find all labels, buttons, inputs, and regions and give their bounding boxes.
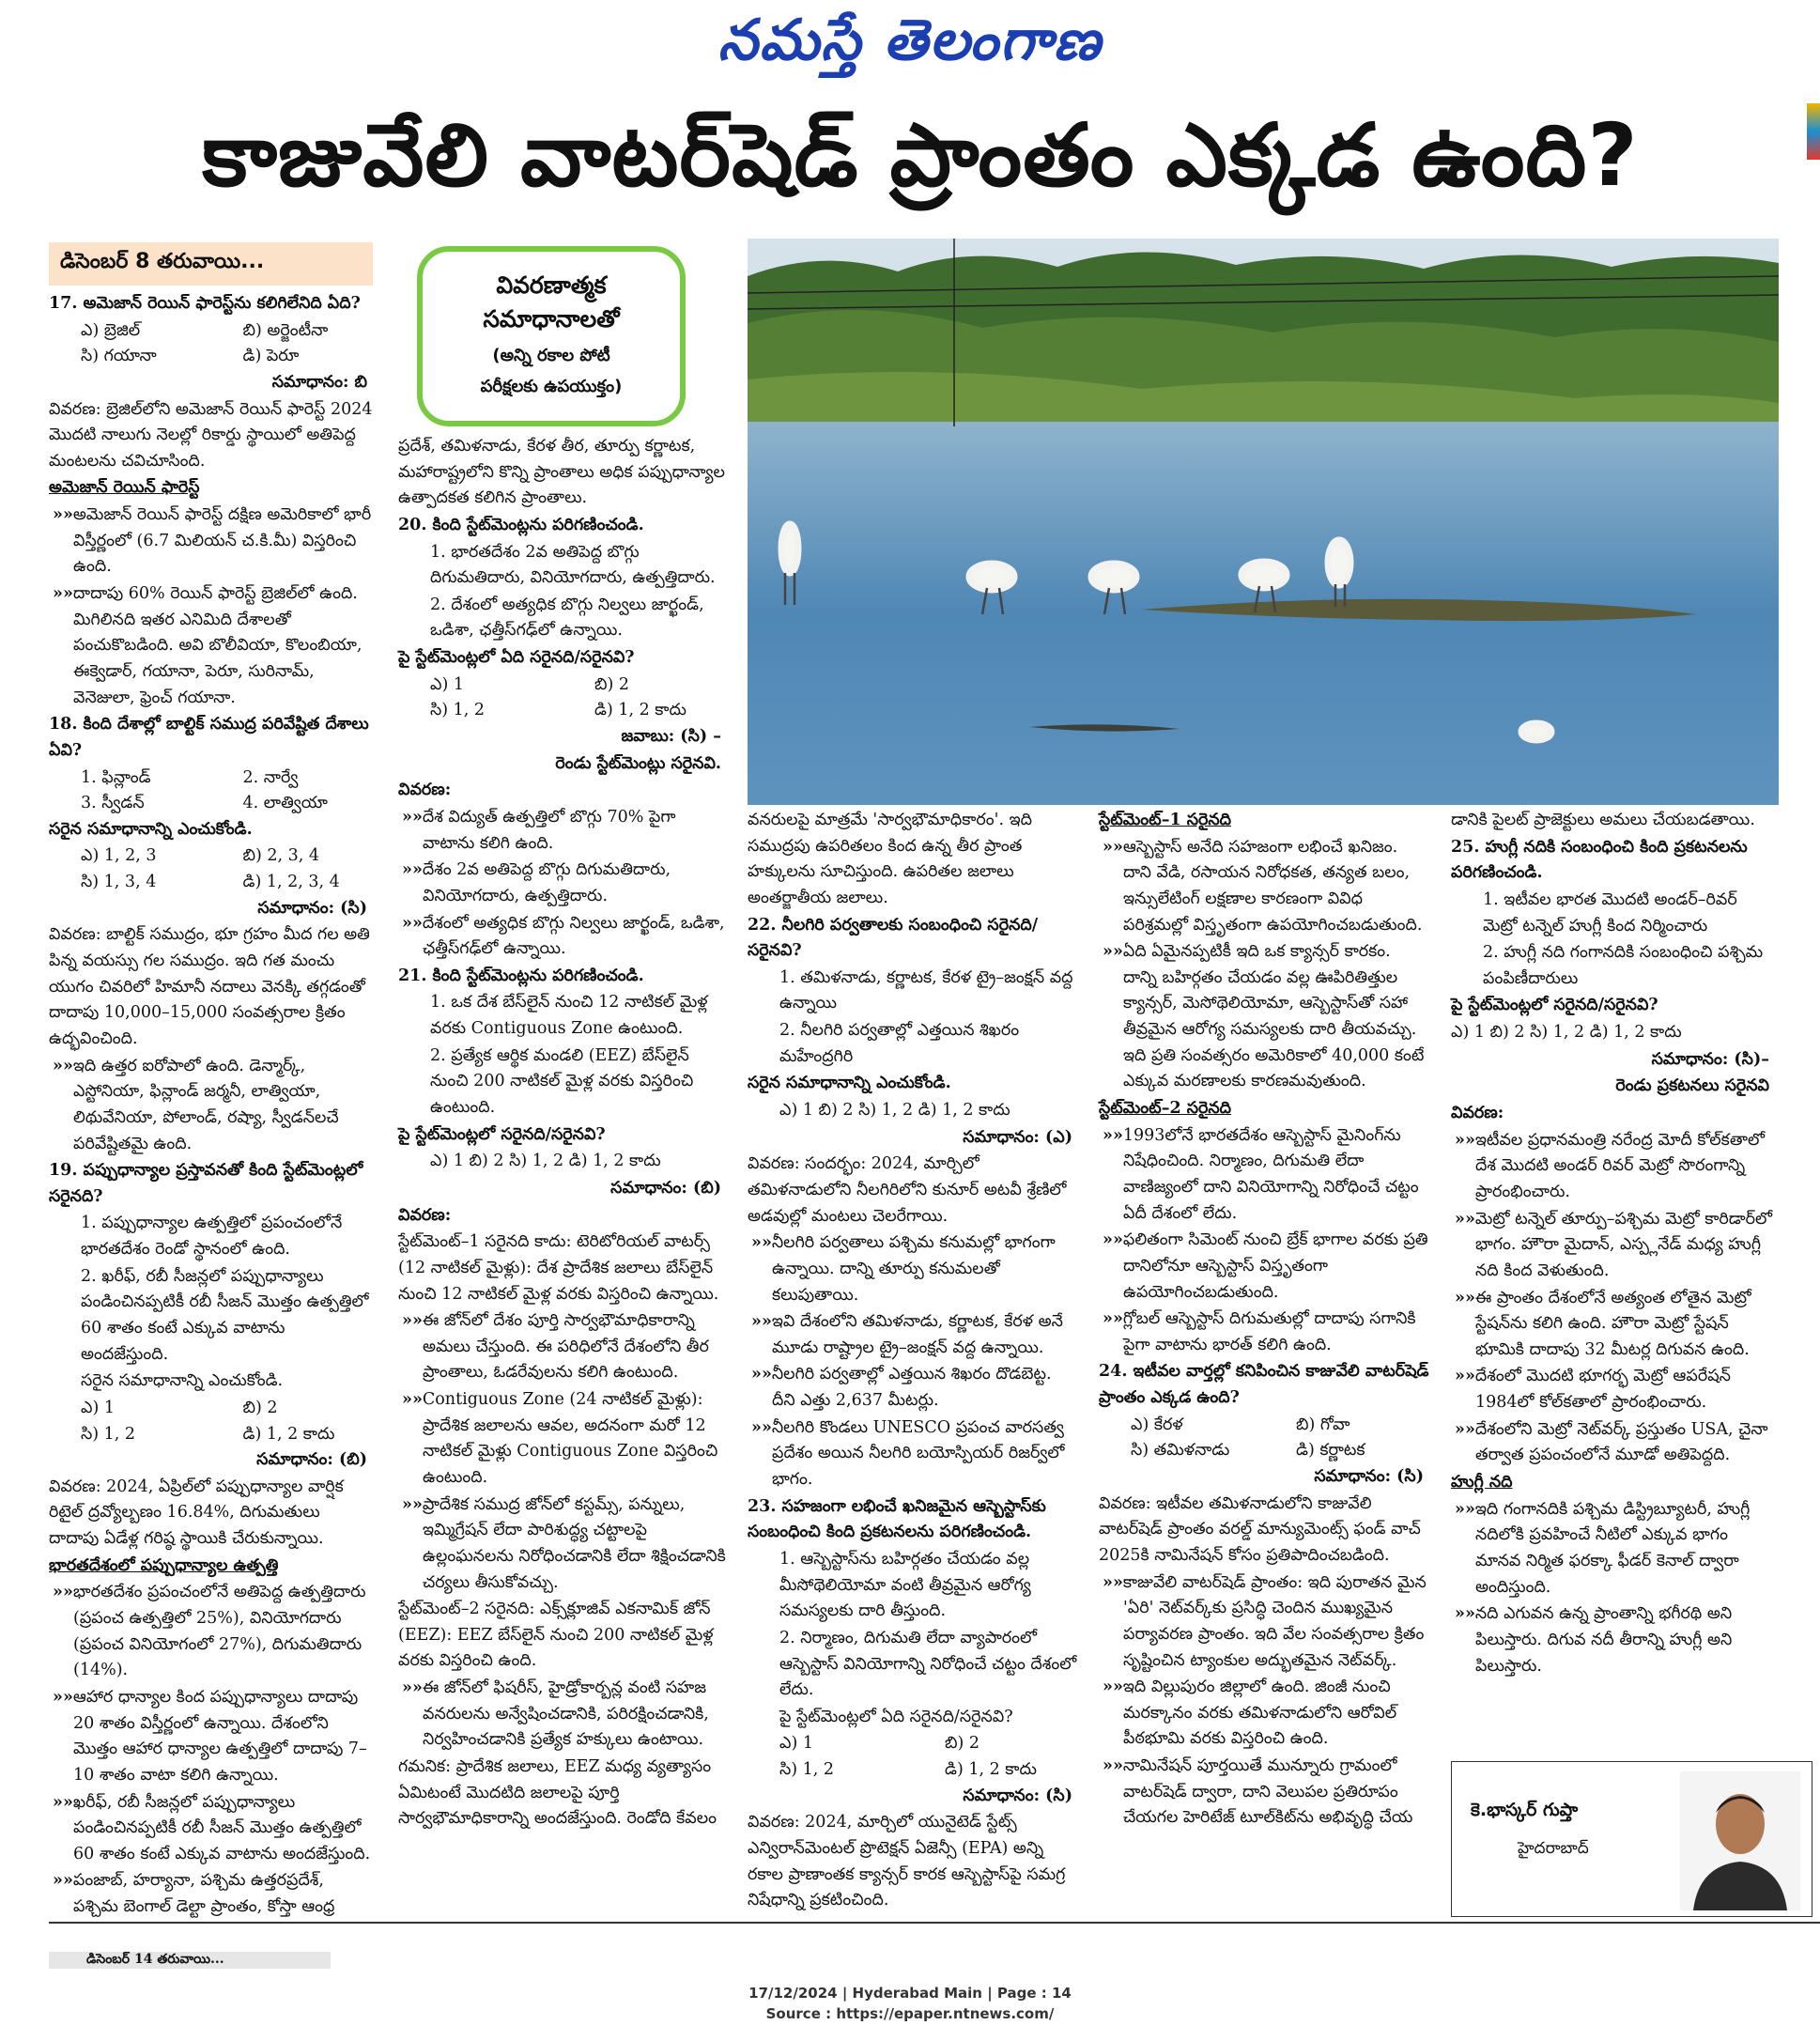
bullet: »» ఇది విల్లుపురం జిల్లాలో ఉంది. జింజీ నుంచి మరక్కానం వరకు తమిళనాడులోని ఆరోవిల్ పీఠభూమి వరకు విస్తరించి ఉంది. xyxy=(1099,1675,1429,1753)
column-4 xyxy=(1099,808,1429,1832)
bullet: »» నామినేషన్ పూర్తయితే మున్నూరు గ్రామంలో వాటర్‌షెడ్ ద్వారా, దాని వెలుపల ప్రతిరూపం చేయగల హెరిటేజ్ టూల్‌కిట్‌ను అభివృద్ధి చేయ xyxy=(1099,1754,1429,1832)
option-d: డి) 1, 2 కాదు xyxy=(945,1760,1037,1780)
bullet: »» ఆహార ధాన్యాల కింద పప్పుధాన్యాలు దాదాపు 20 శాతం విస్తీర్ణంలో ఉన్నాయి. దేశంలోని మొత్తం ఆహార ధాన్యాల ఉత్పత్తిలో దాదాపు 7–10 శాతం వాటా కలిగి ఉన్నాయి. xyxy=(49,1685,373,1789)
option-c: సి) 1, 2 xyxy=(430,701,486,720)
author-name: కె.భాస్కర్ గుప్తా xyxy=(1471,1800,1579,1820)
explanation: వివరణ: సందర్భం: 2024, మార్చిలో తమిళనాడులోని నీలగిరిలోని కునూర్ అటవీ శ్రేణిలో అడవుల్లో మంటలు చెలరేగాయి. xyxy=(748,1154,1067,1226)
question-25: 25. హుగ్లీ నదికి సంబంధించి కింది ప్రకటనలను పరిగణించండి. xyxy=(1451,837,1748,883)
option-b: బి) గోవా xyxy=(1296,1415,1350,1434)
option-a: ఎ) కేరళ xyxy=(1131,1415,1183,1434)
bullet: »» ఫలితంగా సిమెంట్ నుంచి బ్రేక్ భాగాల వరకు ప్రతి దానిలోనూ ఆస్బెస్టాస్ విస్తృతంగా ఉపయోగించబడుతుంది. xyxy=(1099,1228,1429,1306)
answer: సమాధానం: (ఎ) xyxy=(963,1127,1072,1147)
option-b: బి) 2 xyxy=(945,1734,980,1754)
prompt: సరైన సమాధానాన్ని ఎంచుకోండి. xyxy=(81,1371,284,1391)
continuation-tag: డిసెంబర్ 8 తరువాయి... xyxy=(49,242,373,286)
option-d: డి) 1, 2, 3, 4 xyxy=(242,873,340,892)
option-b: బి) అర్జెంటీనా xyxy=(242,320,329,340)
bullet: »» దేశ విద్యుత్ ఉత్పత్తిలో బొగ్గు 70% పైగా వాటాను కలిగి ఉంది. xyxy=(398,805,727,857)
answer: జవాబు: (సి) – xyxy=(621,727,721,747)
answer: సమాధానం: బి xyxy=(271,372,367,392)
bullet: »» ఏది ఏమైనప్పటికీ ఇది ఒక క్యాన్సర్ కారకం. దాన్ని బహిర్గతం చేయడం వల్ల ఊపిరితిత్తుల క్యాన్సర్, మెసోథెలియోమా, ఆస్బెస్టాస్‌తో సహా తీవ్రమైన ఆరోగ్య సమస్యలకు దారి తీయవచ్చు. ఇది ప్రతి సంవత్సరం అమెరికాలో 40,000 కంటే ఎక్కువ మరణాలకు కారణమవుతుంది. xyxy=(1099,939,1429,1095)
question-17: 17. అమెజాన్ రెయిన్ ఫారెస్ట్‌ను కలిగిలేనిది ఏది? xyxy=(49,294,361,313)
footer-edition: 17/12/2024 | Hyderabad Main | Page : 14 xyxy=(748,1985,1072,2002)
bullet: »» దేశంలో మొదటి భూగర్భ మెట్రో ఆపరేషన్ 1984లో కోల్‌కతాలో ప్రారంభించారు. xyxy=(1451,1364,1775,1415)
answer: సమాధానం: (బి) xyxy=(256,1450,367,1470)
statement: 1. భారతదేశం 2వ అతిపెద్ద బొగ్గు దిగుమతిదారు, వినియోగదారు, ఉత్పత్తిదారు. xyxy=(430,542,716,588)
next-continuation-tag: డిసెంబర్ 14 తరువాయి... xyxy=(49,1952,331,1969)
bullet: »» అమెజాన్ రెయిన్ ఫారెస్ట్ దక్షిణ అమెరికాలో భారీ విస్తీర్ణంలో (6.7 మిలియన్ చ.కి.మీ) విస్తరించి ఉంది. xyxy=(49,503,373,580)
option-d: డి) కర్ణాటక xyxy=(1296,1441,1365,1461)
statement-note: స్టేట్‌మెంట్–2 సరైనది: ఎక్స్‌క్లూజివ్ ఎకనామిక్ జోన్ (EEZ): EEZ బేస్‌లైన్ నుంచి 200 నాటికల్ మైళ్ల వరకు విస్తరించి ఉంది. xyxy=(398,1600,714,1671)
column-3 xyxy=(748,808,1078,1915)
footer-source-link[interactable]: Source : https://epaper.ntnews.com/ xyxy=(765,2004,1055,2022)
answer: సమాధానం: (సి)– xyxy=(1651,1049,1769,1069)
bullet: »» ఇవి దేశంలోని తమిళనాడు, కర్ణాటక, కేరళ అనే మూడు రాష్ట్రాల ట్రై–జంక్షన్ వద్ద ఉన్నాయి. xyxy=(748,1309,1078,1361)
statement: 2. దేశంలో అత్యధిక బొగ్గు నిల్వలు జార్ఖండ్, ఒడిశా, ఛత్తీస్‌గఢ్‌లో ఉన్నాయి. xyxy=(430,595,704,641)
answer: సమాధానం: (బి) xyxy=(610,1178,721,1198)
bullet: »» ఈ ప్రాంతం దేశంలోనే అత్యంత లోతైన మెట్రో స్టేషన్‌ను కలిగి ఉంది. హౌరా మెట్రో స్టేషన్ భూమికి దాదాపు 32 మీటర్ల దిగువన ఉంది. xyxy=(1451,1286,1775,1364)
author-photo xyxy=(1680,1771,1800,1910)
options: ఎ) 1 బి) 2 సి) 1, 2 డి) 1, 2 కాదు xyxy=(779,1101,1010,1121)
bullet: »» దేశం 2వ అతిపెద్ద బొగ్గు దిగుమతిదారు, వినియోగదారు, ఉత్పత్తిదారు. xyxy=(398,858,727,909)
continued-text: డానికి పైలట్ ప్రాజెక్టులు అమలు చేయబడతాయి. xyxy=(1451,811,1755,829)
bullet: »» ఖరీఫ్, రబీ సీజన్లలో పప్పుధాన్యాలు పండించినప్పటికీ రబీ సీజన్ మొత్తం ఉత్పత్తిలో 60 శాతం కంటే ఎక్కువ వాటాను అందజేస్తుంది. xyxy=(49,1790,373,1868)
explanation-label: వివరణ: xyxy=(398,1205,452,1225)
option-c: సి) 1, 2 xyxy=(779,1760,835,1780)
headline: కాజువేలి వాటర్‌షెడ్ ప్రాంతం ఎక్కడ ఉంది? xyxy=(202,105,1639,206)
option-c: సి) 1, 2 xyxy=(81,1424,136,1444)
answer: సమాధానం: (సి) xyxy=(257,898,367,918)
bullet: »» దాదాపు 60% రెయిన్ ఫారెస్ట్ బ్రెజిల్‌లో ఉంది. మిగిలినది ఇతర ఎనిమిది దేశాలతో పంచుకొబడింది. అవి బొలీవియా, కొలంబియా, ఈక్వెడార్, గయానా, పెరూ, సురినామ్, వెనెజులా, ఫ్రెంచ్ గయానా. xyxy=(49,581,373,711)
author-city: హైదరాబాద్ xyxy=(1518,1839,1589,1858)
explanation: వివరణ: 2024, ఏప్రిల్‌లో పప్పుధాన్యాల వార్షిక రిటైల్ ద్రవ్యోల్బణం 16.84%, దిగుమతులు దాదాపు ఏడేళ్ల గరిష్ఠ స్థాయికి చేరుకున్నాయి. xyxy=(49,1477,344,1549)
prompt: పై స్టేట్‌మెంట్లలో ఏది సరైనది/సరైనవి? xyxy=(398,648,635,668)
answer: సమాధానం: (సి) xyxy=(1314,1467,1424,1487)
statement: 1. ఆస్బెస్టాస్‌ను బహిర్గతం చేయడం వల్ల మీసోథెలియోమా వంటి తీవ్రమైన ఆరోగ్య సమస్యలకు దారి తీస్తుంది. xyxy=(779,1549,1031,1621)
option-d: డి) 1, 2 కాదు xyxy=(594,701,686,720)
option-b: బి) 2 xyxy=(594,674,630,694)
bullet: »» ఇది గంగానదికి పశ్చిమ డిస్ట్రిబ్యూటరీ, హుగ్లీ నదిలోకి ప్రవహించే నీటిలో ఎక్కువ భాగం మానవ నిర్మిత ఫరక్కా ఫీడర్ కెనాల్ ద్వారా అందిస్తుంది. xyxy=(1451,1497,1775,1601)
prompt: సరైన సమాధానాన్ని ఎంచుకోండి. xyxy=(49,819,253,839)
callout-box xyxy=(417,246,686,426)
options: ఎ) 1 బి) 2 సి) 1, 2 డి) 1, 2 కాదు xyxy=(1451,1023,1682,1043)
explanation-label: వివరణ: xyxy=(398,781,452,800)
bullet: »» ఇటీవల ప్రధానమంత్రి నరేంద్ర మోదీ కోల్‌కతాలో దేశ మొదటి అండర్ రివర్ మెట్రో సొరంగాన్ని ప్రారంభించారు. xyxy=(1451,1128,1775,1206)
subheading: స్టేట్‌మెంట్–2 సరైనది xyxy=(1099,1099,1232,1119)
bullet: »» దేశంలోని మెట్రో నెట్‌వర్క్ ప్రస్తుతం USA, చైనా తర్వాత ప్రపంచంలోనే మూడో అతిపెద్దది. xyxy=(1451,1417,1775,1469)
prompt: పై స్టేట్‌మెంట్లలో సరైనది/సరైనవి? xyxy=(1451,996,1658,1015)
option-a: ఎ) 1 xyxy=(430,674,464,694)
statement: 1. ఇటీవల భారత మొదటి అండర్–రివర్ మెట్రో టన్నెల్ హుగ్లీ కింద నిర్మించారు xyxy=(1483,889,1737,935)
bullet: »» ఆస్బెస్టాస్ అనేది సహజంగా లభించే ఖనిజం. దాని వేడి, రసాయన నిరోధకత, తన్యత బలం, ఇన్సులేటింగ్ లక్షణాల కారణంగా వివిధ పరిశ్రమల్లో విస్తృతంగా ఉపయోగించబడుతుంది. xyxy=(1099,835,1429,939)
statement: 2. ప్రత్యేక ఆర్థిక మండలి (EEZ) బేస్‌లైన్ నుంచి 200 నాటికల్ మైళ్ల వరకు విస్తరించి ఉంటుంది. xyxy=(430,1045,694,1118)
callout-line: పరీక్షలకు ఉపయుక్తం) xyxy=(480,377,623,397)
bullet: »» నీలగిరి పర్వతాలు పశ్చిమ కనుమల్లో భాగంగా ఉన్నాయి. దాన్ని తూర్పు కనుమలతో కలుపుతాయి. xyxy=(748,1230,1078,1308)
bullet: »» పంజాబ్, హర్యానా, పశ్చిమ ఉత్తరప్రదేశ్, పశ్చిమ బెంగాల్ డెల్టా ప్రాంతం, కోస్తా ఆంధ్ర xyxy=(49,1868,373,1920)
statement: 4. లాత్వియా xyxy=(242,794,328,813)
answer-detail: రెండు స్టేట్‌మెంట్లు సరైనవి. xyxy=(555,753,721,773)
column-2 xyxy=(398,434,727,1833)
bullet: »» మెట్రో టన్నెల్ తూర్పు–పశ్చిమ మెట్రో కారిడార్‌లో భాగం. హౌరా మైదాన్, ఎస్ప్లనేడ్ మధ్య హుగ్లీ నది కింద వెళుతుంది. xyxy=(1451,1207,1775,1285)
option-a: ఎ) 1 xyxy=(81,1398,115,1417)
bullet: »» నీలగిరి కొండలు UNESCO ప్రపంచ వారసత్వ ప్రదేశం అయిన నీలగిరి బయోస్పియర్ రిజర్వ్‌లో భాగం. xyxy=(748,1415,1078,1493)
bullet: »» కాజువేలి వాటర్‌షెడ్ ప్రాంతం: ఇది పురాతన మైన 'ఏరి' నెట్‌వర్క్‌కు ప్రసిద్ధి చెందిన ముఖ్యమైన పర్యావరణ ప్రాంతం. ఇది వేల సంవత్సరాల క్రితం సృష్టించిన ట్యాంకుల అద్భుతమైన నెట్‌వర్క్. xyxy=(1099,1570,1429,1675)
option-a: ఎ) 1, 2, 3 xyxy=(81,846,157,866)
explanation: వివరణ: 2024, మార్చిలో యునైటెడ్ స్టేట్స్ ఎన్విరాన్‌మెంటల్ ప్రొటెక్షన్ ఏజెన్సీ (EPA) అన్ని రకాల ప్రాణాంతక క్యాన్సర్ కారక ఆస్బెస్టాస్‌పై సమగ్ర నిషేధాన్ని ప్రకటించింది. xyxy=(748,1813,1066,1910)
note: గమనిక: ప్రాదేశిక జలాలు, EEZ మధ్య వ్యత్యాసం ఏమిటంటే మొదటిది జలాలపై పూర్తి సార్వభౌమాధికారాన్ని అందజేస్తుంది. రెండోది కేవలం xyxy=(398,1757,717,1829)
lake-birds-photo xyxy=(748,239,1779,805)
callout-line: సమాధానాలతో xyxy=(483,305,620,333)
callout-line: (అన్ని రకాల పోటీ xyxy=(492,345,610,365)
question-19: 19. పప్పుధాన్యాల ప్రస్తావనతో కింది స్టేట్‌మెంట్లలో సరైనది? xyxy=(49,1161,363,1206)
bullet: »» భారతదేశం ప్రపంచంలోనే అతిపెద్ద ఉత్పత్తిదారు (ప్రపంచ ఉత్పత్తిలో 25%), వినియోగదారు (ప్రపంచ వినియోగంలో 27%), దిగుమతిదారు (14%). xyxy=(49,1580,373,1684)
prompt: సరైన సమాధానాన్ని ఎంచుకోండి. xyxy=(748,1074,951,1093)
question-22: 22. నీలగిరి పర్వతాలకు సంబంధించి సరైనది/సరైనవి? xyxy=(748,915,1039,961)
answer: సమాధానం: (సి) xyxy=(963,1786,1072,1805)
explanation: వివరణ: బ్రెజిల్‌లోని అమెజాన్ రెయిన్ ఫారెస్ట్ 2024 మొదటి నాలుగు నెలల్లో రికార్డు స్థాయిలో అతిపెద్ద మంటలను చవిచూసింది. xyxy=(49,399,373,471)
statement: 2. హుగ్లీ నది గంగానదికి సంబంధించి పశ్చిమ పంపిణీదారులు xyxy=(1483,943,1764,988)
subheading: అమెజాన్ రెయిన్ ఫారెస్ట్ xyxy=(49,478,200,498)
statement-note: స్టేట్‌మెంట్–1 సరైనది కాదు: టెరిటోరియల్ వాటర్స్ (12 నాటికల్ మైళ్లు): దేశ ప్రాదేశిక జలాలు బేస్‌లైన్ నుంచి 12 నాటికల్ మైళ్ల వరకు విస్తరించి ఉన్నాయి. xyxy=(398,1232,719,1304)
page-footer xyxy=(0,1984,1820,2025)
bullet: »» ప్రాదేశిక సముద్ర జోన్‌లో కస్టమ్స్, పన్నులు, ఇమ్మిగ్రేషన్ లేదా పారిశుద్ధ్య చట్టాలపై ఉల్లంఘనలను నిరోధించడానికి లేదా శిక్షించడానికి చర్యలు తీసుకోవచ్చు. xyxy=(398,1492,727,1597)
divider xyxy=(49,1922,1820,1924)
bullet: »» Contiguous Zone (24 నాటికల్ మైళ్లు): ప్రాదేశిక జలాలను ఆవల, అదనంగా మరో 12 నాటికల్ మైళ్లు Contiguous Zone విస్తరించి ఉంటుంది. xyxy=(398,1387,727,1492)
author-box xyxy=(1451,1761,1812,1917)
option-b: బి) 2, 3, 4 xyxy=(242,846,320,866)
bullet: »» దేశంలో అత్యధిక బొగ్గు నిల్వలు జార్ఖండ్, ఒడిశా, ఛత్తీస్‌గఢ్‌లో ఉన్నాయి. xyxy=(398,911,727,963)
subheading: హుగ్లీ నది xyxy=(1451,1473,1513,1492)
statement: 2. ఖరీఫ్, రబీ సీజన్లలో పప్పుధాన్యాలు పండించినప్పటికీ రబీ సీజన్ మొత్తం ఉత్పత్తిలో 60 శాతం కంటే ఎక్కువ వాటాను అందజేస్తుంది. xyxy=(81,1266,369,1364)
statement: 2. నార్వే xyxy=(242,767,299,787)
option-d: డి) 1, 2 కాదు xyxy=(242,1424,335,1444)
question-20: 20. కింది స్టేట్‌మెంట్లను పరిగణించండి. xyxy=(398,515,644,534)
bullet: »» 1993లోనే భారతదేశం ఆస్బెస్టాస్ మైనింగ్‌ను నిషేధించింది. నిర్మాణం, దిగుమతి లేదా వాణిజ్యంలో దాని వినియోగాన్ని నిరోధించే చట్టం ఏదీ దేశంలో లేదు. xyxy=(1099,1123,1429,1228)
bullet: »» ఈ జోన్‌లో ఫిషరీస్, హైడ్రోకార్బన్ల వంటి సహజ వనరులను అన్వేషించడానికి, పరిరక్షించడానికి, నిర్వహించడానికి ప్రత్యేక హక్కులు ఉంటాయి. xyxy=(398,1676,727,1754)
statement: 2. నీలగిరి పర్వతాల్లో ఎత్తయిన శిఖరం మహేంద్రగిరి xyxy=(779,1021,1020,1066)
color-strip xyxy=(1807,103,1820,160)
column-1 xyxy=(49,291,373,1922)
statement: 2. నిర్మాణం, దిగుమతి లేదా వ్యాపారంలో ఆస్బెస్టాస్ వినియోగాన్ని నిరోధించే చట్టం దేశంలో లేదు. xyxy=(779,1628,1077,1700)
subheading: స్టేట్‌మెంట్–1 సరైనది xyxy=(1099,811,1232,829)
statement: 1. పప్పుధాన్యాల ఉత్పత్తిలో ప్రపంచంలోనే భారతదేశం రెండో స్థానంలో ఉంది. xyxy=(81,1214,343,1260)
question-18: 18. కింది దేశాల్లో బాల్టిక్ సముద్ర పరివేష్టిత దేశాలు ఏవి? xyxy=(49,715,369,760)
statement: 1. ఒక దేశ బేస్‌లైన్ నుంచి 12 నాటికల్ మైళ్ల వరకు Contiguous Zone ఉంటుంది. xyxy=(430,993,708,1039)
statement: 3. స్వీడన్ xyxy=(81,794,145,813)
bullet: »» ఇది ఉత్తర ఐరోపాలో ఉంది. డెన్మార్క్, ఎస్టోనియా, ఫిన్లాండ్ జర్మనీ, లాత్వియా, లిథువేనియా, పోలాండ్, రష్యా, స్వీడన్‌లచే పరివేష్టితమై ఉంది. xyxy=(49,1054,373,1158)
question-23: 23. సహజంగా లభించే ఖనిజమైన ఆస్బెస్టాస్‌కు సంబంధించి కింది ప్రకటనలను పరిగణించండి. xyxy=(748,1496,1046,1542)
column-5 xyxy=(1451,808,1775,1680)
bullet: »» ఈ జోన్‌లో దేశం పూర్తి సార్వభౌమాధికారాన్ని అమలు చేస్తుంది. ఈ పరిధిలోనే దేశంలోని తీర ప్రాంతాలు, ఓడరేవులను కలిగి ఉంటుంది. xyxy=(398,1308,727,1386)
masthead-logo: నమస్తే తెలంగాణ xyxy=(717,8,1103,73)
prompt: పై స్టేట్‌మెంట్లలో ఏది సరైనది/సరైనవి? xyxy=(779,1707,1013,1726)
option-a: ఎ) బ్రెజిల్ xyxy=(81,320,141,340)
question-24: 24. ఇటీవల వార్తల్లో కనిపించిన కాజువేలి వాటర్‌షెడ్ ప్రాంతం ఎక్కడ ఉంది? xyxy=(1099,1362,1429,1408)
option-a: ఎ) 1 xyxy=(779,1734,813,1754)
callout-line: వివరణాత్మక xyxy=(496,271,607,299)
explanation: వివరణ: బాల్టిక్ సముద్రం, భూ గ్రహం మీద గల అతి పిన్న వయస్సు గల సముద్రం. ఇది గత మంచు యుగం చివరిలో హిమానీ నదాలు వెనక్కి తగ్గడంతో దాదాపు 10,000–15,000 సంవత్సరాల క్రితం ఉద్భవించింది. xyxy=(49,925,370,1048)
option-b: బి) 2 xyxy=(242,1398,278,1417)
statement: 1. తమిళనాడు, కర్ణాటక, కేరళ ట్రై–జంక్షన్ వద్ద ఉన్నాయి xyxy=(779,967,1073,1013)
explanation-label: వివరణ: xyxy=(1451,1104,1504,1123)
prompt: పై స్టేట్‌మెంట్లలో సరైనది/సరైనవి? xyxy=(398,1124,606,1144)
bullet: »» గ్లోబల్ ఆస్బెస్టాస్ దిగుమతుల్లో దాదాపు సగానికి పైగా వాటాను భారత్ కలిగి ఉంది. xyxy=(1099,1307,1429,1358)
options: ఎ) 1 బి) 2 సి) 1, 2 డి) 1, 2 కాదు xyxy=(430,1152,661,1171)
question-21: 21. కింది స్టేట్‌మెంట్లను పరిగణించండి. xyxy=(398,966,644,985)
option-d: డి) పెరూ xyxy=(242,347,300,366)
bullet: »» నీలగిరి పర్వతాల్లో ఎత్తయిన శిఖరం దొడబెట్ట. దీని ఎత్తు 2,637 మీటర్లు. xyxy=(748,1362,1078,1414)
subheading: భారతదేశంలో పప్పుధాన్యాల ఉత్పత్తి xyxy=(49,1555,279,1575)
answer-detail: రెండు ప్రకటనలు సరైనవి xyxy=(1615,1076,1769,1096)
option-c: సి) తమిళనాడు xyxy=(1131,1441,1230,1461)
option-c: సి) 1, 3, 4 xyxy=(81,873,157,892)
explanation: వివరణ: ఇటీవల తమిళనాడులోని కాజువేలి వాటర్‌షెడ్ ప్రాంతం వరల్డ్ మాన్యుమెంట్స్ ఫండ్ వాచ్ 2025కి నామినేషన్ కోసం ప్రతిపాదించబడింది. xyxy=(1099,1493,1421,1565)
continued-text: ప్రదేశ్, తమిళనాడు, కేరళ తీర, తూర్పు కర్ణాటక, మహారాష్ట్రలోని కొన్ని ప్రాంతాలు అధిక పప్పుధాన్యాల ఉత్పాదకత కలిగిన ప్రాంతాలు. xyxy=(398,437,725,508)
statement: 1. ఫిన్లాండ్ xyxy=(81,767,151,787)
option-c: సి) గయానా xyxy=(81,347,157,366)
continued-text: వనరులపై మాత్రమే 'సార్వభౌమాధికారం'. ఇది సముద్రపు ఉపరితలం కింద ఉన్న తీర ప్రాంత హక్కులను సూచిస్తుంది. ఉపరితల జలాలు అంతర్జాతీయ జలాలు. xyxy=(748,811,1032,907)
bullet: »» నది ఎగువన ఉన్న ప్రాంతాన్ని భగీరథి అని పిలుస్తారు. దిగువ నదీ తీరాన్ని హుగ్లీ అని పిలుస్తారు. xyxy=(1451,1601,1775,1679)
